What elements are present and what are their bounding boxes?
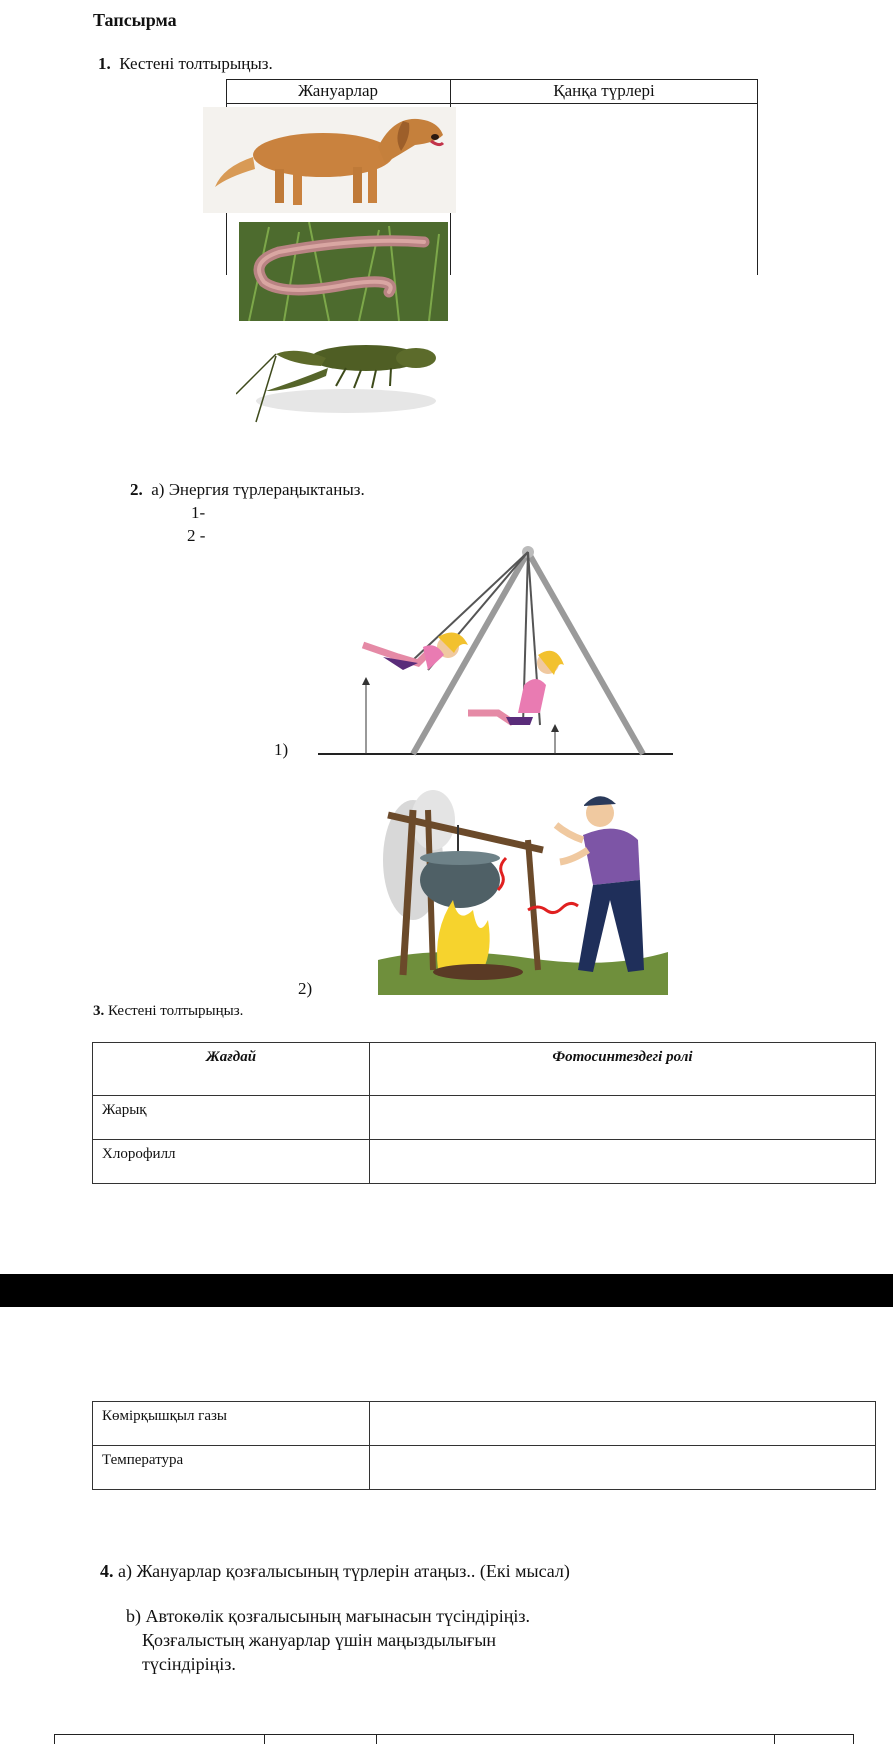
earthworm-photo: [239, 222, 448, 321]
task3-answer-cell[interactable]: [370, 1446, 876, 1490]
figure-1-label: 1): [274, 740, 289, 759]
task3-text: Кестені толтырыңыз.: [108, 1003, 244, 1019]
task3-answer-cell[interactable]: [370, 1140, 876, 1184]
task3-answer-cell[interactable]: [370, 1096, 876, 1140]
task1-title: [98, 54, 273, 74]
task3-col-role: Фотосинтездегі ролі: [370, 1043, 876, 1096]
task4-b-line3: түсіндіріңіз.: [142, 1654, 236, 1674]
task1-col-skeleton: Қанқа түрлері: [553, 81, 655, 100]
task3-answer-cell[interactable]: [370, 1402, 876, 1446]
task1-text: Кестені толтырыңыз.: [119, 54, 273, 73]
task3-row-label: Жарық: [93, 1096, 370, 1140]
task4-number: 4.: [100, 1561, 114, 1581]
crayfish-photo: [236, 336, 446, 428]
task1-col-animals: Жануарлар: [297, 81, 379, 100]
figure-2-label: 2): [298, 979, 313, 998]
task3-title: [93, 1003, 243, 1020]
task1-number: 1.: [98, 54, 111, 73]
page-heading: Тапсырма: [93, 10, 177, 30]
task3-number: 3.: [93, 1003, 105, 1019]
dog-photo: [203, 107, 456, 213]
swing-illustration: [318, 545, 673, 760]
page-divider-band: [0, 1274, 893, 1307]
task3-table-top: [92, 1042, 876, 1184]
task4-text-a: а) Жануарлар қозғалысының түрлерін атаңыз.. (Екі мысал): [118, 1561, 570, 1581]
task2-number: 2.: [130, 480, 143, 499]
task3-row-label: Хлорофилл: [93, 1140, 370, 1184]
task4-a: [100, 1561, 570, 1582]
task3-col-condition: Жағдай: [93, 1043, 370, 1096]
cutoff-table-top-edge: [54, 1734, 854, 1744]
task2-line-1: 1-: [191, 503, 206, 522]
task4-b-line2: Қозғалыстың жануарлар үшін маңыздылығын: [142, 1630, 497, 1650]
task2-text: а) Энергия түрлераңыктаныз.: [151, 480, 365, 499]
campfire-illustration: [378, 780, 668, 995]
task2-line-2: 2 -: [187, 526, 206, 545]
task3-table-bottom: [92, 1401, 876, 1490]
task2-title: [130, 480, 365, 500]
task3-row-label: Көмірқышқыл газы: [93, 1402, 370, 1446]
task4-b-line1: b) Автокөлік қозғалысының мағынасын түсіндіріңіз.: [126, 1606, 531, 1626]
task3-row-label: Температура: [93, 1446, 370, 1490]
